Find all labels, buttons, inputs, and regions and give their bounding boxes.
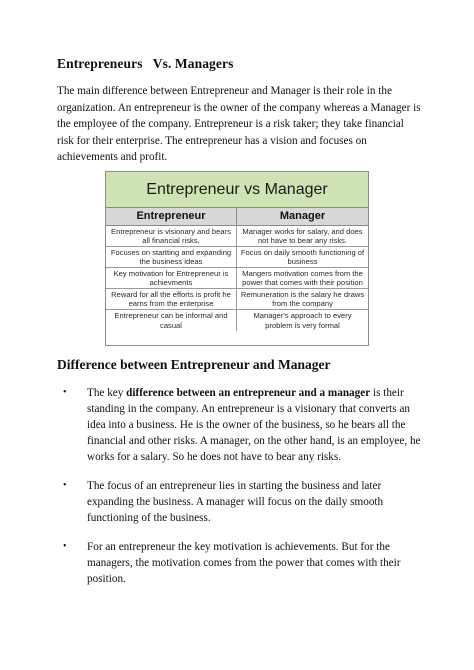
bullet-icon: • — [63, 480, 67, 491]
comparison-infographic — [105, 171, 369, 346]
bullet-icon: • — [63, 387, 67, 398]
bullet-item: • For an entrepreneur the key motivation is achievements. But for the managers, the motivation comes from the power that comes with their position. — [63, 541, 401, 585]
bullet-icon: • — [63, 541, 67, 552]
heading-left: Entrepreneurs — [57, 56, 143, 71]
table-cell-entrepreneur: Reward for all the efforts is profit he earns from the enterprise — [106, 289, 237, 310]
table-cell-entrepreneur: Entrepreneur is visionary and bears all financial risks. — [106, 226, 237, 247]
table-cell-entrepreneur: Key motivation for Entrepreneur is achievments — [106, 268, 237, 289]
table-cell-manager: Manager works for salary, and does not have to bear any risks. — [237, 226, 368, 247]
column-header-manager: Manager — [237, 208, 368, 226]
section-heading: Difference between Entrepreneur and Manager — [57, 357, 331, 372]
table-cell-manager: Focus on daily smooth functioning of business — [237, 247, 368, 268]
bullet-item: • The focus of an entrepreneur lies in starting the business and later expanding the business. A manager will focus on the daily smooth functioning of the business. — [63, 480, 384, 524]
bullet-list — [57, 385, 427, 600]
bold-phrase: difference between an entrepreneur and a manager — [126, 387, 371, 399]
table-cell-entrepreneur: Focuses on startting and expanding the business ideas — [106, 247, 237, 268]
heading-right: Vs. Managers — [152, 56, 234, 71]
table-cell-entrepreneur: Entrepreneur can be informal and casual — [106, 310, 237, 331]
table-cell-manager: Manager's approach to every problem is very formal — [253, 311, 352, 330]
column-header-entrepreneur: Entrepreneur — [106, 208, 237, 226]
table-cell-manager: Mangers motivation comes from the power that comes with their position — [237, 268, 368, 289]
comparison-table — [106, 208, 368, 331]
bullet-item: • The key difference between an entrepreneur and a manager is their standing in the company. An entrepreneur is a visionary that converts an idea into a business. He is the owner of the business, so he bears all the financial and other risks. A manager, on the other hand, is an employee, he works for a salary. So he does not have to bear any risks. — [63, 387, 421, 463]
infographic-title: Entrepreneur vs Manager — [106, 172, 368, 208]
intro-paragraph: The main difference between Entrepreneur and Manager is their role in the organization. An entrepreneur is the owner of the company whereas a Manager is the employee of the company. Entrepreneur is a risk taker; they take financial risk for their enterprise. The entrepreneur has a vision and focuses on achievements and profit. — [57, 85, 421, 164]
table-cell-manager: Remuneration is the salary he draws from the company — [237, 289, 368, 310]
main-heading — [57, 56, 233, 72]
